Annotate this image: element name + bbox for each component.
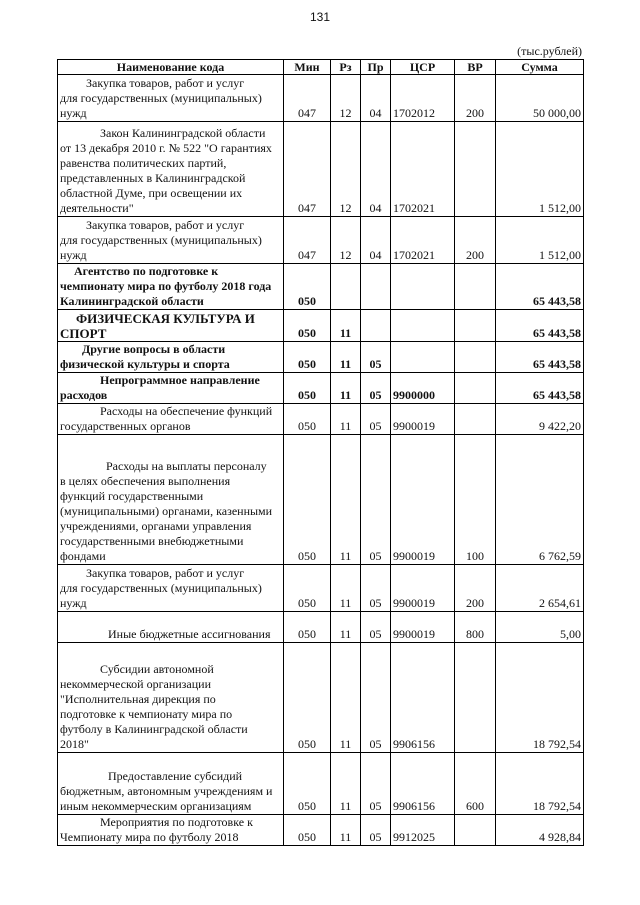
table-header-row (58, 60, 584, 75)
cell-name (58, 373, 284, 404)
table-row (58, 643, 584, 753)
cell-vr (455, 310, 496, 342)
cell-name-line: функций государственными (60, 489, 204, 503)
cell-csr: 9900019 (391, 612, 455, 643)
cell-name-line: Другие вопросы в области (82, 342, 226, 356)
cell-csr (391, 310, 455, 342)
cell-vr (455, 815, 496, 846)
cell-pr (361, 264, 391, 310)
table-row (58, 264, 584, 310)
cell-min: 047 (284, 217, 331, 264)
cell-name-line: Закон Калининградской области (100, 126, 266, 140)
cell-name (58, 342, 284, 373)
cell-name (58, 122, 284, 217)
cell-name (58, 753, 284, 815)
cell-name (58, 435, 284, 565)
cell-name-line: Калининградской области (60, 294, 204, 308)
cell-rz: 11 (331, 310, 361, 342)
cell-csr: 9906156 (391, 643, 455, 753)
cell-min: 047 (284, 122, 331, 217)
cell-name-line: Мероприятия по подготовке к (100, 815, 253, 829)
table-body (58, 75, 584, 846)
cell-vr (455, 264, 496, 310)
cell-sum: 5,00 (496, 612, 584, 643)
cell-min: 047 (284, 75, 331, 122)
cell-sum: 18 792,54 (496, 643, 584, 753)
cell-name-line: чемпионату мира по футболу 2018 года (60, 279, 272, 293)
cell-csr (391, 264, 455, 310)
cell-name-line: областной Думе, при освещении их (60, 186, 243, 200)
cell-name-line: государственными внебюджетными (60, 534, 244, 548)
cell-csr: 1702021 (391, 217, 455, 264)
cell-name-line: для государственных (муниципальных) (60, 91, 262, 105)
cell-name-line: для государственных (муниципальных) (60, 233, 262, 247)
table-row (58, 217, 584, 264)
cell-name-line: Предоставление субсидий (108, 769, 243, 783)
cell-sum: 65 443,58 (496, 310, 584, 342)
table-row (58, 753, 584, 815)
cell-name-line: Закупка товаров, работ и услуг (86, 218, 245, 232)
cell-csr (391, 342, 455, 373)
cell-name-line: расходов (60, 388, 108, 402)
cell-vr: 200 (455, 75, 496, 122)
cell-sum: 4 928,84 (496, 815, 584, 846)
cell-vr: 200 (455, 217, 496, 264)
cell-min: 050 (284, 435, 331, 565)
cell-min: 050 (284, 264, 331, 310)
table-row (58, 815, 584, 846)
cell-sum: 18 792,54 (496, 753, 584, 815)
cell-name-line: представленных в Калининградской (60, 171, 246, 185)
cell-rz: 12 (331, 217, 361, 264)
cell-rz: 12 (331, 122, 361, 217)
cell-rz: 11 (331, 753, 361, 815)
cell-rz: 11 (331, 612, 361, 643)
cell-pr: 05 (361, 404, 391, 435)
cell-name-line: Субсидии автономной (100, 662, 214, 676)
cell-pr: 05 (361, 373, 391, 404)
cell-min: 050 (284, 404, 331, 435)
cell-pr: 05 (361, 435, 391, 565)
cell-name-line: Иные бюджетные ассигнования (108, 627, 271, 641)
cell-name-line: футболу в Калининградской области (60, 722, 248, 736)
cell-rz: 11 (331, 643, 361, 753)
cell-pr: 05 (361, 753, 391, 815)
cell-rz: 11 (331, 435, 361, 565)
cell-name-line: государственных органов (60, 419, 191, 433)
cell-vr (455, 404, 496, 435)
cell-name-line: подготовке к чемпионату мира по (60, 707, 233, 721)
budget-table (57, 59, 584, 846)
page-number: 131 (309, 10, 331, 24)
cell-vr: 200 (455, 565, 496, 612)
cell-csr: 9906156 (391, 753, 455, 815)
cell-csr: 1702012 (391, 75, 455, 122)
cell-sum: 1 512,00 (496, 122, 584, 217)
header-rz: Рз (331, 60, 361, 75)
cell-sum: 65 443,58 (496, 373, 584, 404)
cell-name-line: деятельности" (60, 201, 134, 215)
cell-name (58, 643, 284, 753)
cell-name-line: иным некоммерческим организациям (60, 799, 252, 813)
cell-name-line: равенства политических партий, (60, 156, 227, 170)
cell-csr: 9912025 (391, 815, 455, 846)
cell-name-line: Расходы на выплаты персоналу (106, 459, 267, 473)
cell-rz: 11 (331, 565, 361, 612)
cell-name-line: физической культуры и спорта (60, 357, 230, 371)
cell-name (58, 815, 284, 846)
cell-name-line: Агентство по подготовке к (74, 264, 219, 278)
table-row (58, 612, 584, 643)
cell-pr: 05 (361, 643, 391, 753)
cell-min: 050 (284, 643, 331, 753)
cell-sum: 1 512,00 (496, 217, 584, 264)
cell-min: 050 (284, 565, 331, 612)
cell-csr: 9900000 (391, 373, 455, 404)
cell-name-line: для государственных (муниципальных) (60, 581, 262, 595)
table-row (58, 373, 584, 404)
header-csr: ЦСР (391, 60, 455, 75)
cell-name-line: Непрограммное направление (100, 373, 260, 387)
cell-vr: 100 (455, 435, 496, 565)
cell-vr (455, 342, 496, 373)
cell-name-line: Закупка товаров, работ и услуг (86, 76, 245, 90)
header-vr: ВР (455, 60, 496, 75)
cell-sum: 2 654,61 (496, 565, 584, 612)
cell-csr: 9900019 (391, 435, 455, 565)
table-row (58, 75, 584, 122)
cell-name (58, 264, 284, 310)
cell-pr (361, 310, 391, 342)
cell-rz: 11 (331, 373, 361, 404)
cell-min: 050 (284, 310, 331, 342)
cell-min: 050 (284, 342, 331, 373)
cell-min: 050 (284, 815, 331, 846)
cell-name-line: от 13 декабря 2010 г. № 522 "О гарантиях (60, 141, 272, 155)
cell-name-line: фондами (60, 549, 106, 563)
cell-name-line: нужд (60, 596, 87, 610)
cell-name (58, 404, 284, 435)
cell-name-line: в целях обеспечения выполнения (60, 474, 231, 488)
cell-vr (455, 373, 496, 404)
cell-sum: 65 443,58 (496, 264, 584, 310)
cell-name-line: 2018" (60, 737, 89, 751)
cell-sum: 6 762,59 (496, 435, 584, 565)
cell-name-line: нужд (60, 248, 87, 262)
cell-pr: 05 (361, 815, 391, 846)
cell-vr (455, 122, 496, 217)
header-sum: Сумма (496, 60, 584, 75)
cell-name-line: Закупка товаров, работ и услуг (86, 566, 245, 580)
cell-rz: 11 (331, 404, 361, 435)
table-row (58, 404, 584, 435)
cell-pr: 04 (361, 75, 391, 122)
cell-pr: 05 (361, 612, 391, 643)
header-name: Наименование кода (58, 60, 284, 75)
cell-rz: 11 (331, 815, 361, 846)
cell-name (58, 612, 284, 643)
cell-pr: 04 (361, 122, 391, 217)
cell-name (58, 310, 284, 342)
cell-name-line: бюджетным, автономным учреждениям и (60, 784, 273, 798)
cell-pr: 05 (361, 342, 391, 373)
cell-sum: 65 443,58 (496, 342, 584, 373)
cell-name-line: Чемпионату мира по футболу 2018 (60, 830, 239, 844)
cell-name (58, 565, 284, 612)
cell-csr: 9900019 (391, 404, 455, 435)
cell-name-line: ФИЗИЧЕСКАЯ КУЛЬТУРА И (76, 311, 255, 326)
cell-sum: 9 422,20 (496, 404, 584, 435)
cell-sum: 50 000,00 (496, 75, 584, 122)
cell-name-line: Расходы на обеспечение функций (100, 404, 273, 418)
table-row (58, 342, 584, 373)
table-row (58, 565, 584, 612)
cell-vr: 600 (455, 753, 496, 815)
cell-name-line: нужд (60, 106, 87, 120)
header-min: Мин (284, 60, 331, 75)
cell-name (58, 75, 284, 122)
cell-vr (455, 643, 496, 753)
cell-name-line: "Исполнительная дирекция по (60, 692, 216, 706)
cell-pr: 05 (361, 565, 391, 612)
table-row (58, 122, 584, 217)
cell-rz: 12 (331, 75, 361, 122)
cell-vr: 800 (455, 612, 496, 643)
table-row (58, 435, 584, 565)
units-label: (тыс.рублей) (517, 44, 582, 58)
cell-min: 050 (284, 373, 331, 404)
cell-min: 050 (284, 612, 331, 643)
header-pr: Пр (361, 60, 391, 75)
cell-name-line: (муниципальными) органами, казенными (60, 504, 273, 518)
cell-name-line: некоммерческой организации (60, 677, 212, 691)
table-row (58, 310, 584, 342)
cell-rz (331, 264, 361, 310)
cell-name (58, 217, 284, 264)
cell-rz: 11 (331, 342, 361, 373)
cell-name-line: СПОРТ (60, 326, 107, 341)
cell-csr: 9900019 (391, 565, 455, 612)
cell-csr: 1702021 (391, 122, 455, 217)
cell-pr: 04 (361, 217, 391, 264)
cell-min: 050 (284, 753, 331, 815)
cell-name-line: учреждениями, органами управления (60, 519, 252, 533)
